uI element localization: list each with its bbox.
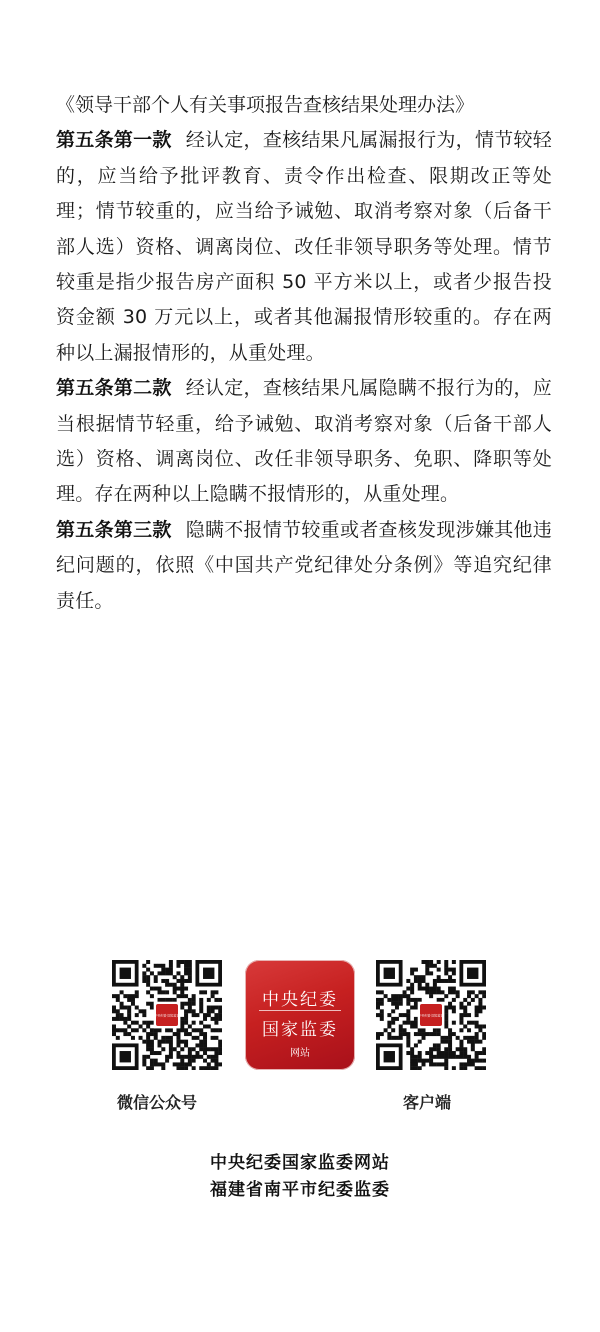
footer-line1: 中央纪委国家监委网站 — [210, 1153, 390, 1173]
qr-center-logo-text: 中央纪委 国家监委 — [154, 1013, 180, 1018]
app-logo-line1: 中央纪委 — [262, 990, 338, 1010]
clause-paragraph — [56, 513, 552, 619]
app-logo-line3: 网站 — [290, 1048, 310, 1059]
qr-code-section — [0, 960, 600, 1072]
clause-paragraph — [56, 371, 552, 513]
footer-line2: 福建省南平市纪委监委 — [210, 1180, 390, 1200]
client-app-qr-code[interactable] — [376, 960, 486, 1070]
footer — [0, 1150, 600, 1204]
document-title: 《领导干部个人有关事项报告查核结果处理办法》 — [56, 94, 475, 116]
wechat-qr-code[interactable] — [112, 960, 222, 1070]
clause-text: 经认定，查核结果凡属漏报行为，情节较轻的，应当给予批评教育、责令作出检查、限期改正等处理；情节较重的，应当给予诫勉、取消考察对象（后备干部人选）资格、调离岗位、改任非领导职务等处理。情节较重是指少报告房产面积 50 平方米以上，或者少报告投资金额 30 万元以上，或者其他漏报情形较重的。存在两种以上漏报情形的，从重处理。 — [56, 129, 552, 364]
client-label: 客户端 — [403, 1093, 452, 1112]
clause-text: 经认定，查核结果凡属隐瞒不报行为的，应当根据情节轻重，给予诫勉、取消考察对象（后备干部人选）资格、调离岗位、改任非领导职务、免职、降职等处理。存在两种以上隐瞒不报情形的，从重处理。 — [56, 377, 552, 506]
qr-pattern — [112, 960, 222, 1070]
qr-pattern — [376, 960, 486, 1070]
clause-text: 隐瞒不报情节较重或者查核发现涉嫌其他违纪问题的，依照《中国共产党纪律处分条例》等追究纪律责任。 — [56, 518, 552, 612]
clause-paragraph — [56, 123, 552, 371]
app-logo-divider — [259, 1010, 341, 1011]
app-logo — [245, 960, 355, 1070]
clause-label: 第五条第一款 — [56, 129, 172, 152]
clause-label: 第五条第二款 — [56, 377, 172, 400]
wechat-label: 微信公众号 — [117, 1093, 198, 1112]
article-body — [56, 88, 552, 619]
app-logo-line2: 国家监委 — [262, 1020, 338, 1040]
qr-center-logo-text: 中央纪委 国家监委 — [418, 1013, 444, 1018]
clause-label: 第五条第三款 — [56, 518, 172, 541]
